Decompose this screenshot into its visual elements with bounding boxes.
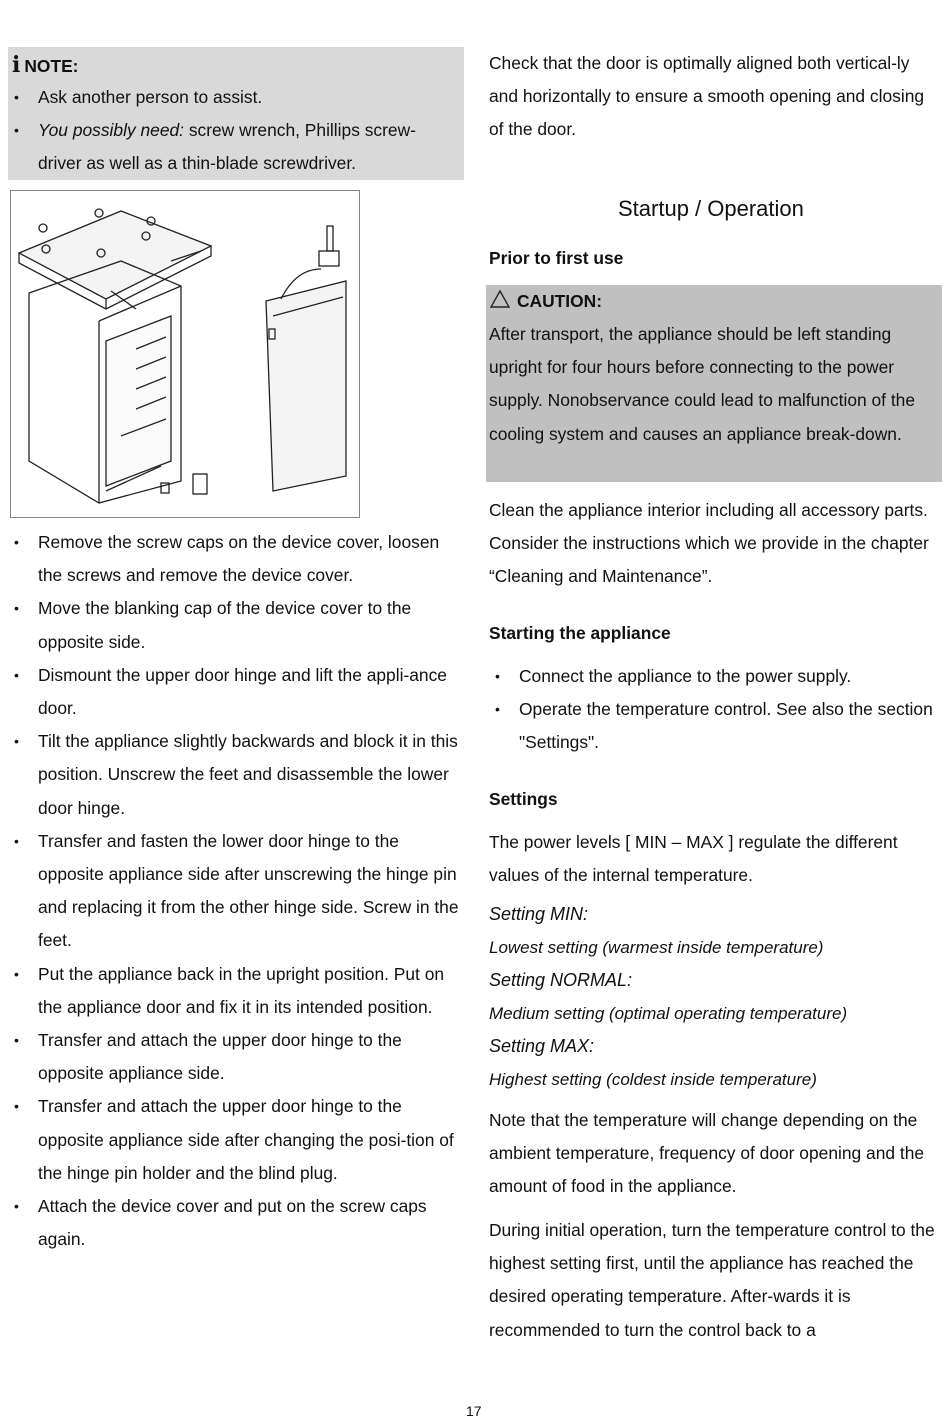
note-item-text: Ask another person to assist. bbox=[38, 87, 263, 107]
step-item: • Put the appliance back in the upright position. Put on the appliance door and fix it in its intended position. bbox=[8, 958, 464, 1024]
starting-heading: Starting the appliance bbox=[489, 623, 671, 643]
warning-triangle-icon bbox=[489, 289, 511, 309]
caution-heading bbox=[489, 286, 602, 316]
fridge-diagram bbox=[11, 191, 359, 517]
temperature-note: Note that the temperature will change depending on the ambient temperature, frequency of door opening and the amount of food in the appliance. bbox=[489, 1110, 925, 1197]
starting-list bbox=[489, 660, 941, 760]
settings-heading: Settings bbox=[489, 789, 558, 809]
refrigerator-door-reversal-illustration bbox=[10, 190, 360, 518]
initial-operation-text: During initial operation, turn the temperature control to the highest setting first, until the appliance has reached the desired operating temperature. After-wards it is recommended to turn the control back to a bbox=[489, 1220, 935, 1340]
door-alignment-text: Check that the door is optimally aligned both vertical-ly and horizontally to ensure a smooth opening and closing of the door. bbox=[489, 53, 925, 140]
step-item: • Transfer and attach the upper door hinge to the opposite appliance side. bbox=[8, 1024, 464, 1090]
note-item-text: screw wrench, Phillips screw-driver as well as a thin-blade screwdriver. bbox=[38, 120, 416, 174]
power-levels-text: The power levels [ MIN – MAX ] regulate the different values of the internal temperature. bbox=[489, 832, 898, 886]
info-icon: i bbox=[12, 52, 21, 78]
page-number: 17 bbox=[466, 1403, 482, 1419]
steps-list bbox=[8, 526, 464, 1256]
clean-text: Clean the appliance interior including all accessory parts. Consider the instructions which we provide in the chapter “Cleaning and Maintenance”. bbox=[489, 500, 929, 587]
step-item: • Tilt the appliance slightly backwards and block it in this position. Unscrew the feet and disassemble the lower door hinge. bbox=[8, 725, 464, 825]
note-item bbox=[8, 81, 458, 114]
starting-item: • Operate the temperature control. See also the section "Settings". bbox=[489, 693, 941, 759]
setting-label: Setting NORMAL: bbox=[489, 970, 633, 990]
setting-label: Setting MAX: bbox=[489, 1036, 595, 1056]
caution-heading-text: CAUTION: bbox=[517, 291, 603, 311]
setting-desc: Medium setting (optimal operating temperature) bbox=[489, 1004, 848, 1023]
section-title: Startup / Operation bbox=[618, 196, 804, 221]
step-item: • Attach the device cover and put on the screw caps again. bbox=[8, 1190, 464, 1256]
note-list bbox=[8, 81, 458, 181]
step-item: • Transfer and attach the upper door hinge to the opposite appliance side after changing the posi-tion of the hinge pin holder and the blind plug. bbox=[8, 1090, 464, 1190]
prior-heading: Prior to first use bbox=[489, 248, 624, 268]
note-heading-text: NOTE: bbox=[24, 56, 79, 76]
settings-list bbox=[489, 898, 941, 1096]
note-heading bbox=[12, 50, 78, 81]
step-item: • Transfer and fasten the lower door hinge to the opposite appliance side after unscrewing the hinge pin and replacing it from the other hinge side. Screw in the feet. bbox=[8, 825, 464, 958]
note-item-italic: You possibly need: bbox=[38, 120, 184, 141]
step-item: • Remove the screw caps on the device cover, loosen the screws and remove the device cover. bbox=[8, 526, 464, 592]
step-item: • Move the blanking cap of the device cover to the opposite side. bbox=[8, 592, 464, 658]
caution-text: After transport, the appliance should be left standing upright for four hours before connecting to the power supply. Nonobservance could lead to malfunction of the cooling system and causes an appliance break-down. bbox=[489, 324, 916, 444]
starting-item: • Connect the appliance to the power supply. bbox=[489, 660, 941, 693]
step-item: • Dismount the upper door hinge and lift the appli-ance door. bbox=[8, 659, 464, 725]
setting-label: Setting MIN: bbox=[489, 904, 589, 924]
note-item bbox=[8, 114, 458, 180]
setting-desc: Lowest setting (warmest inside temperature) bbox=[489, 938, 824, 957]
setting-desc: Highest setting (coldest inside temperature) bbox=[489, 1070, 817, 1089]
